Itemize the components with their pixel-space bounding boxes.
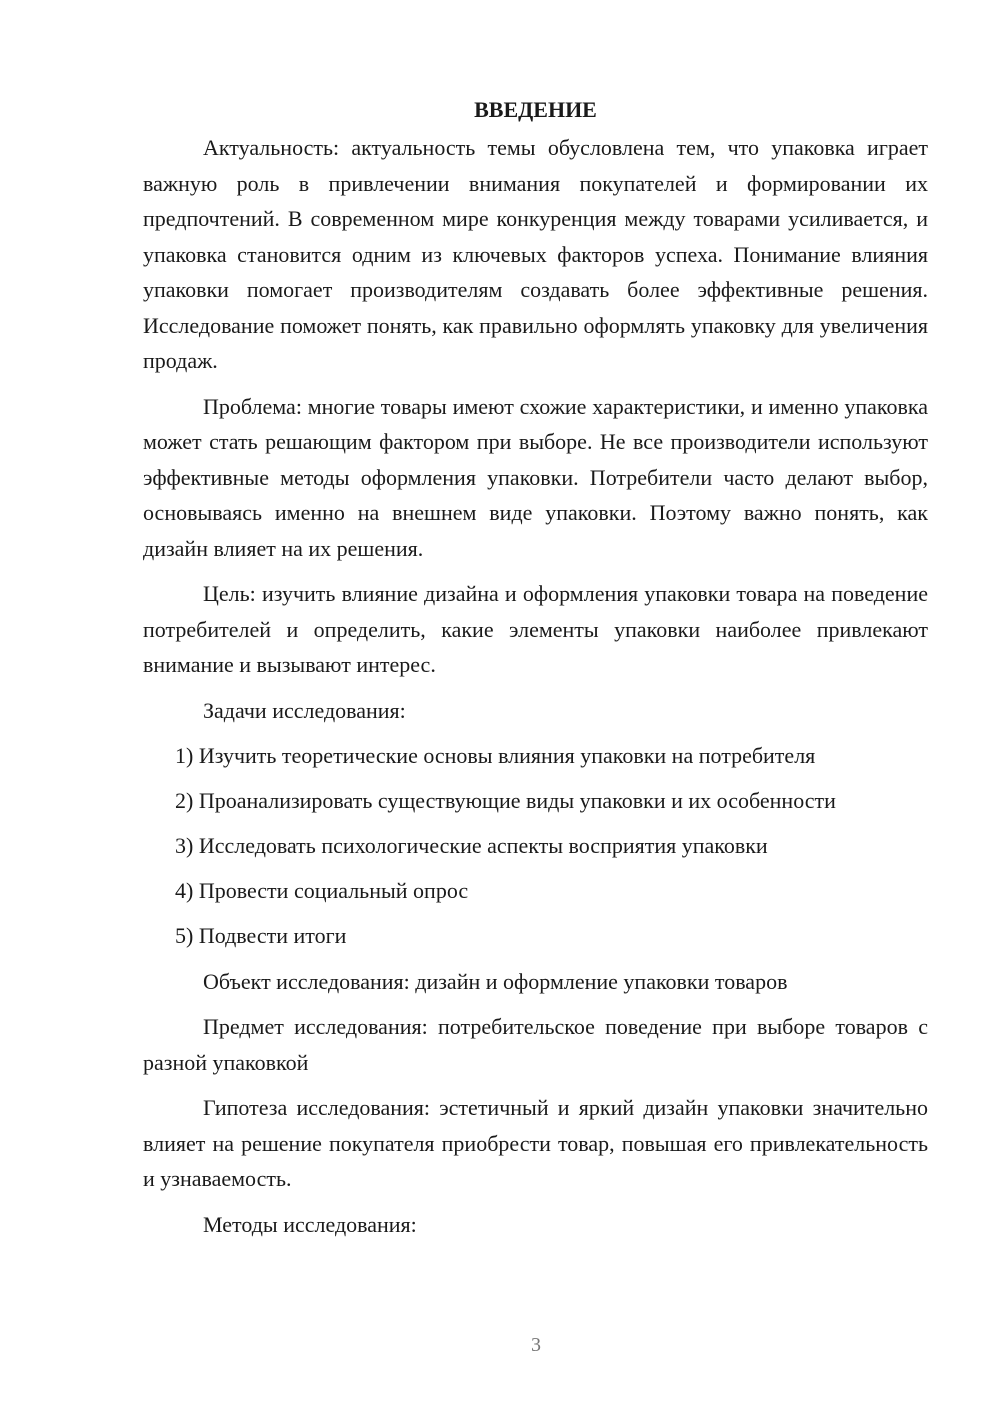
task-item: 3) Исследовать психологические аспекты восприятия упаковки <box>175 833 768 858</box>
tasks-list <box>143 738 928 954</box>
task-item: 2) Проанализировать существующие виды упаковки и их особенности <box>175 788 836 813</box>
relevance-paragraph: Актуальность: актуальность темы обусловлена тем, что упаковка играет важную роль в привлечении внимания покупателей и формировании их предпочтений. В современном мире конкуренция между товарами усиливается, и упаковка становится одним из ключевых факторов успеха. Понимание влияния упаковки помогает производителям создавать более эффективные решения. Исследование поможет понять, как правильно оформлять упаковку для увеличения продаж. <box>143 135 928 373</box>
task-item: 4) Провести социальный опрос <box>175 878 469 903</box>
page-content <box>143 92 928 1252</box>
section-heading: ВВЕДЕНИЕ <box>474 97 597 122</box>
goal-paragraph: Цель: изучить влияние дизайна и оформления упаковки товара на поведение потребителей и определить, какие элементы упаковки наиболее привлекают внимание и вызывают интерес. <box>143 581 928 677</box>
subject-paragraph: Предмет исследования: потребительское поведение при выборе товаров с разной упаковкой <box>143 1014 928 1075</box>
methods-title: Методы исследования: <box>203 1211 417 1237</box>
problem-paragraph: Проблема: многие товары имеют схожие характеристики, и именно упаковка может стать решающим фактором при выборе. Не все производители используют эффективные методы оформления упаковки. Потребители часто делают выбор, основываясь именно на внешнем виде упаковки. Поэтому важно понять, как дизайн влияет на их решения. <box>143 393 928 561</box>
task-item: 1) Изучить теоретические основы влияния упаковки на потребителя <box>175 743 816 768</box>
hypothesis-paragraph: Гипотеза исследования: эстетичный и яркий дизайн упаковки значительно влияет на решение покупателя приобрести товар, повышая его привлекательность и узнаваемость. <box>143 1095 928 1191</box>
task-item: 5) Подвести итоги <box>175 923 347 948</box>
object-paragraph: Объект исследования: дизайн и оформление упаковки товаров <box>203 968 788 994</box>
page-number: 3 <box>531 1334 541 1356</box>
tasks-title: Задачи исследования: <box>203 697 406 723</box>
